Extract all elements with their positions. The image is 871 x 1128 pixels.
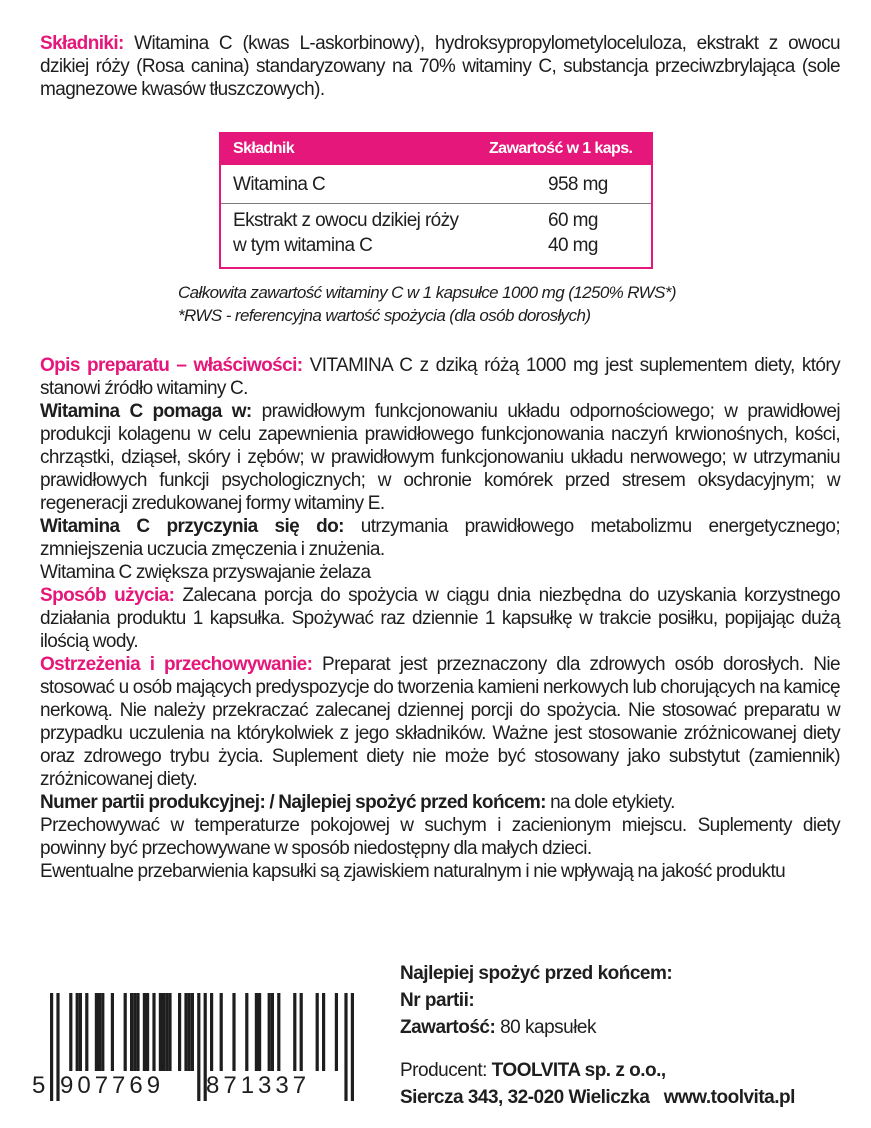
opis-label: Opis preparatu – właściwości:	[40, 355, 303, 376]
barcode-bar	[50, 993, 53, 1101]
barcode-bar	[146, 993, 149, 1071]
barcode-bar	[191, 993, 194, 1071]
barcode-bar	[220, 993, 223, 1071]
barcode-bar	[76, 993, 79, 1071]
address-line	[400, 1084, 795, 1111]
partia-text: na dole etykiety.	[545, 792, 675, 813]
przechowywac-text: Przechowywać w temperaturze pokojowej w suchym i zacienionym miejscu. Suplementy diety powinny być przechowywane w sposób niedostępny dla małych dzieci.	[40, 815, 840, 859]
content-label: Zawartość:	[400, 1017, 496, 1038]
barcode-bar	[165, 993, 168, 1071]
barcode	[30, 993, 360, 1103]
row-vitamin-c-value: 958 mg	[548, 174, 608, 195]
ingredients-label: Składniki:	[40, 33, 124, 54]
ostrzezenia-label: Ostrzeżenia i przechowywanie:	[40, 654, 313, 675]
table-header	[221, 134, 651, 165]
sposob-text: Zalecana porcja do spożycia w ciągu dnia niezbędna do uzyskania korzystnego działania produktu 1 kapsułka. Spożywać raz dziennie 1 kapsułkę w trakcie posiłku, popijając dużą ilością wody.	[40, 585, 840, 652]
barcode-bar	[197, 993, 200, 1101]
barcode-bar	[130, 993, 133, 1071]
barcode-bar	[344, 993, 347, 1101]
barcode-bar	[162, 993, 165, 1071]
footnote-rws: *RWS - referencyjna wartość spożycia (dla osób dorosłych)	[178, 306, 591, 325]
barcode-bar	[271, 993, 274, 1071]
ingredients-paragraph	[40, 32, 840, 101]
address: Siercza 343, 32-020 Wieliczka	[400, 1087, 650, 1108]
barcode-bar	[293, 993, 296, 1071]
barcode-bar	[178, 993, 181, 1071]
barcode-bar	[98, 993, 101, 1071]
sposob-label: Sposób użycia:	[40, 585, 175, 606]
barcode-bar	[268, 993, 271, 1071]
header-content: Zawartość w 1 kaps.	[489, 140, 633, 157]
row-vitamin-c-name: Witamina C	[233, 174, 326, 195]
barcode-bar	[133, 993, 136, 1071]
header-ingredient: Składnik	[233, 140, 295, 157]
barcode-bar	[300, 993, 303, 1071]
barcode-bar	[316, 993, 319, 1071]
barcode-bar	[79, 993, 82, 1071]
barcode-bar	[168, 993, 171, 1071]
info-block	[400, 960, 795, 1111]
barcode-bar	[258, 993, 261, 1071]
przebarwienia-text: Ewentualne przebarwienia kapsułki są zjawiskiem naturalnym i nie wpływają na jakość produktu	[40, 861, 786, 882]
description-block	[40, 354, 840, 883]
row-of-which-value: 40 mg	[548, 235, 598, 256]
barcode-bar	[188, 993, 191, 1071]
pomaga-text: prawidłowym funkcjonowaniu układu odpornościowego; w prawidłowej produkcji kolagenu w celu zapewnienia prawidłowego funkcjonowania naczyń krwionośnych, kości, chrząstki, dziąseł, skóry i zębów; w prawidłowym funkcjonowaniu układu nerwowego; w utrzymaniu prawidłowych funkcji psychologicznych; w ochronie komórek przed stresem oksydacyjnym; w regeneracji zredukowanej formy witaminy E.	[40, 401, 841, 514]
barcode-bar	[101, 993, 104, 1071]
ostrzezenia-text: Preparat jest przeznaczony dla zdrowych osób dorosłych. Nie stosować u osób mających predyspozycje do tworzenia kamieni nerkowych lub chorujących na kamicę nerkową. Nie należy przekraczać zalecanej dziennej porcji do spożycia. Nie stosować preparatu w przypadku uczulenia na którykolwiek z jego składników. Ważne jest stosowanie zróżnicowanej diety oraz zdrowego trybu życia. Suplement diety nie może być stosowany jako substytut (zamiennik) zróżnicowanej diety.	[40, 654, 841, 790]
website-link[interactable]: www.toolvita.pl	[663, 1087, 795, 1108]
footnote-total: Całkowita zawartość witaminy C w 1 kapsułce 1000 mg (1250% RWS*)	[178, 283, 676, 302]
footnotes	[178, 281, 676, 327]
row-of-which-name: w tym witamina C	[233, 235, 373, 256]
opis-text: VITAMINA C z dziką różą 1000 mg jest suplementem diety, który stanowi źródło witaminy C.	[40, 355, 841, 399]
barcode-bar	[95, 993, 98, 1071]
barcode-bar	[69, 993, 72, 1071]
barcode-bar	[136, 993, 139, 1071]
producer-line	[400, 1057, 795, 1084]
partia-label: Numer partii produkcyjnej: / Najlepiej spożyć przed końcem:	[40, 792, 546, 813]
barcode-bar	[255, 993, 258, 1071]
row-extract-value: 60 mg	[548, 210, 598, 231]
barcode-bar	[277, 993, 280, 1071]
barcode-bar	[152, 993, 155, 1071]
barcode-bar	[210, 993, 213, 1071]
barcode-bar	[184, 993, 187, 1071]
producer-label: Producent:	[400, 1060, 492, 1081]
barcode-bar	[351, 993, 354, 1101]
barcode-bar	[159, 993, 162, 1071]
barcode-bar	[85, 993, 88, 1071]
barcode-right-digits: 871337	[206, 1072, 311, 1099]
przyczynia-label: Witamina C przyczynia się do:	[40, 516, 344, 537]
ingredients-text: Witamina C (kwas L-askorbinowy), hydroksypropylometyloceluloza, ekstrakt z owocu dzikiej róży (Rosa canina) standaryzowany na 70% witaminy C, substancja przeciwzbrylająca (sole magnezowe kwasów tłuszczowych).	[40, 33, 840, 100]
table-divider	[221, 203, 651, 204]
barcode-first-digit: 5	[32, 1072, 46, 1099]
przyczynia-text: utrzymania prawidłowego metabolizmu energetycznego; zmniejszenia uczucia zmęczenia i znużenia.	[40, 516, 841, 560]
batch-label: Nr partii:	[400, 990, 475, 1011]
zelazo-text: Witamina C zwiększa przyswajanie żelaza	[40, 562, 371, 583]
barcode-bar	[111, 993, 114, 1071]
pomaga-label: Witamina C pomaga w:	[40, 401, 252, 422]
producer-name: TOOLVITA sp. z o.o.,	[491, 1060, 666, 1081]
barcode-bar	[335, 993, 338, 1071]
barcode-bar	[245, 993, 248, 1071]
barcode-bar	[322, 993, 325, 1071]
best-before-label: Najlepiej spożyć przed końcem:	[400, 963, 673, 984]
nutrition-table	[219, 132, 653, 269]
barcode-bar	[143, 993, 146, 1071]
content-value: 80 kapsułek	[495, 1017, 596, 1038]
barcode-bar	[232, 993, 235, 1071]
content-line	[400, 1014, 795, 1041]
row-extract-name: Ekstrakt z owocu dzikiej róży	[233, 210, 459, 231]
barcode-bar	[124, 993, 127, 1071]
barcode-left-digits: 907769	[60, 1072, 165, 1099]
